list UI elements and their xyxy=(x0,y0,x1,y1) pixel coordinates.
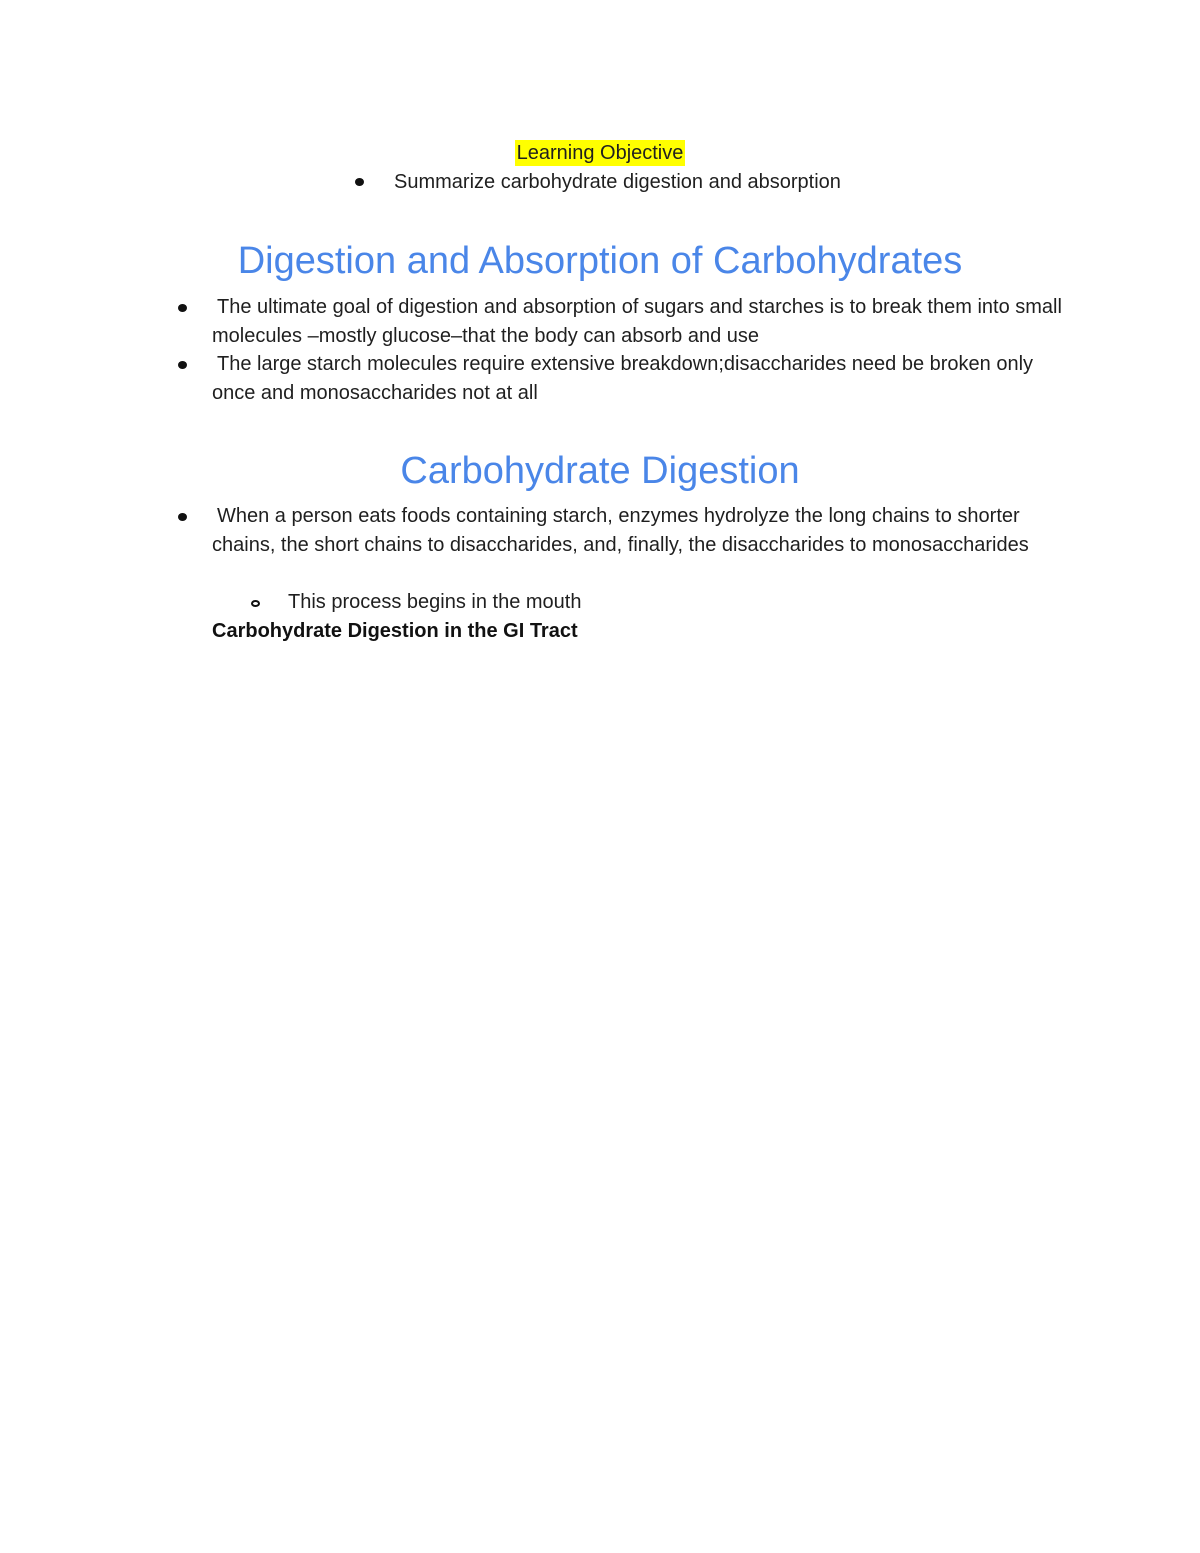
hollow-bullet-icon xyxy=(251,600,260,607)
section2-subheading: Carbohydrate Digestion in the GI Tract xyxy=(212,620,578,642)
objective-title-container xyxy=(0,140,1200,166)
objective-item: Summarize carbohydrate digestion and absorption xyxy=(394,171,841,193)
section2-sub-bullet-1: This process begins in the mouth xyxy=(288,591,582,613)
filled-bullet-icon xyxy=(178,361,187,369)
filled-bullet-icon xyxy=(178,304,187,312)
section2-bullet-1: When a person eats foods containing starch, enzymes hydrolyze the long chains to shorter chains, the short chains to disaccharides, and, finally, the disaccharides to monosaccharides xyxy=(212,505,1029,556)
section-heading-carbohydrate-digestion: Carbohydrate Digestion xyxy=(400,450,800,492)
filled-bullet-icon xyxy=(178,513,187,521)
section-heading-digestion-absorption: Digestion and Absorption of Carbohydrates xyxy=(237,240,963,282)
filled-bullet-icon xyxy=(355,178,364,186)
objective-title: Learning Objective xyxy=(516,142,684,164)
section1-bullet-2: The large starch molecules require extensive breakdown;disaccharides need be broken only once and monosaccharides not at all xyxy=(212,353,1034,404)
section1-bullet-1: The ultimate goal of digestion and absorption of sugars and starches is to break them into small molecules –mostly glucose–that the body can absorb and use xyxy=(212,296,1062,347)
